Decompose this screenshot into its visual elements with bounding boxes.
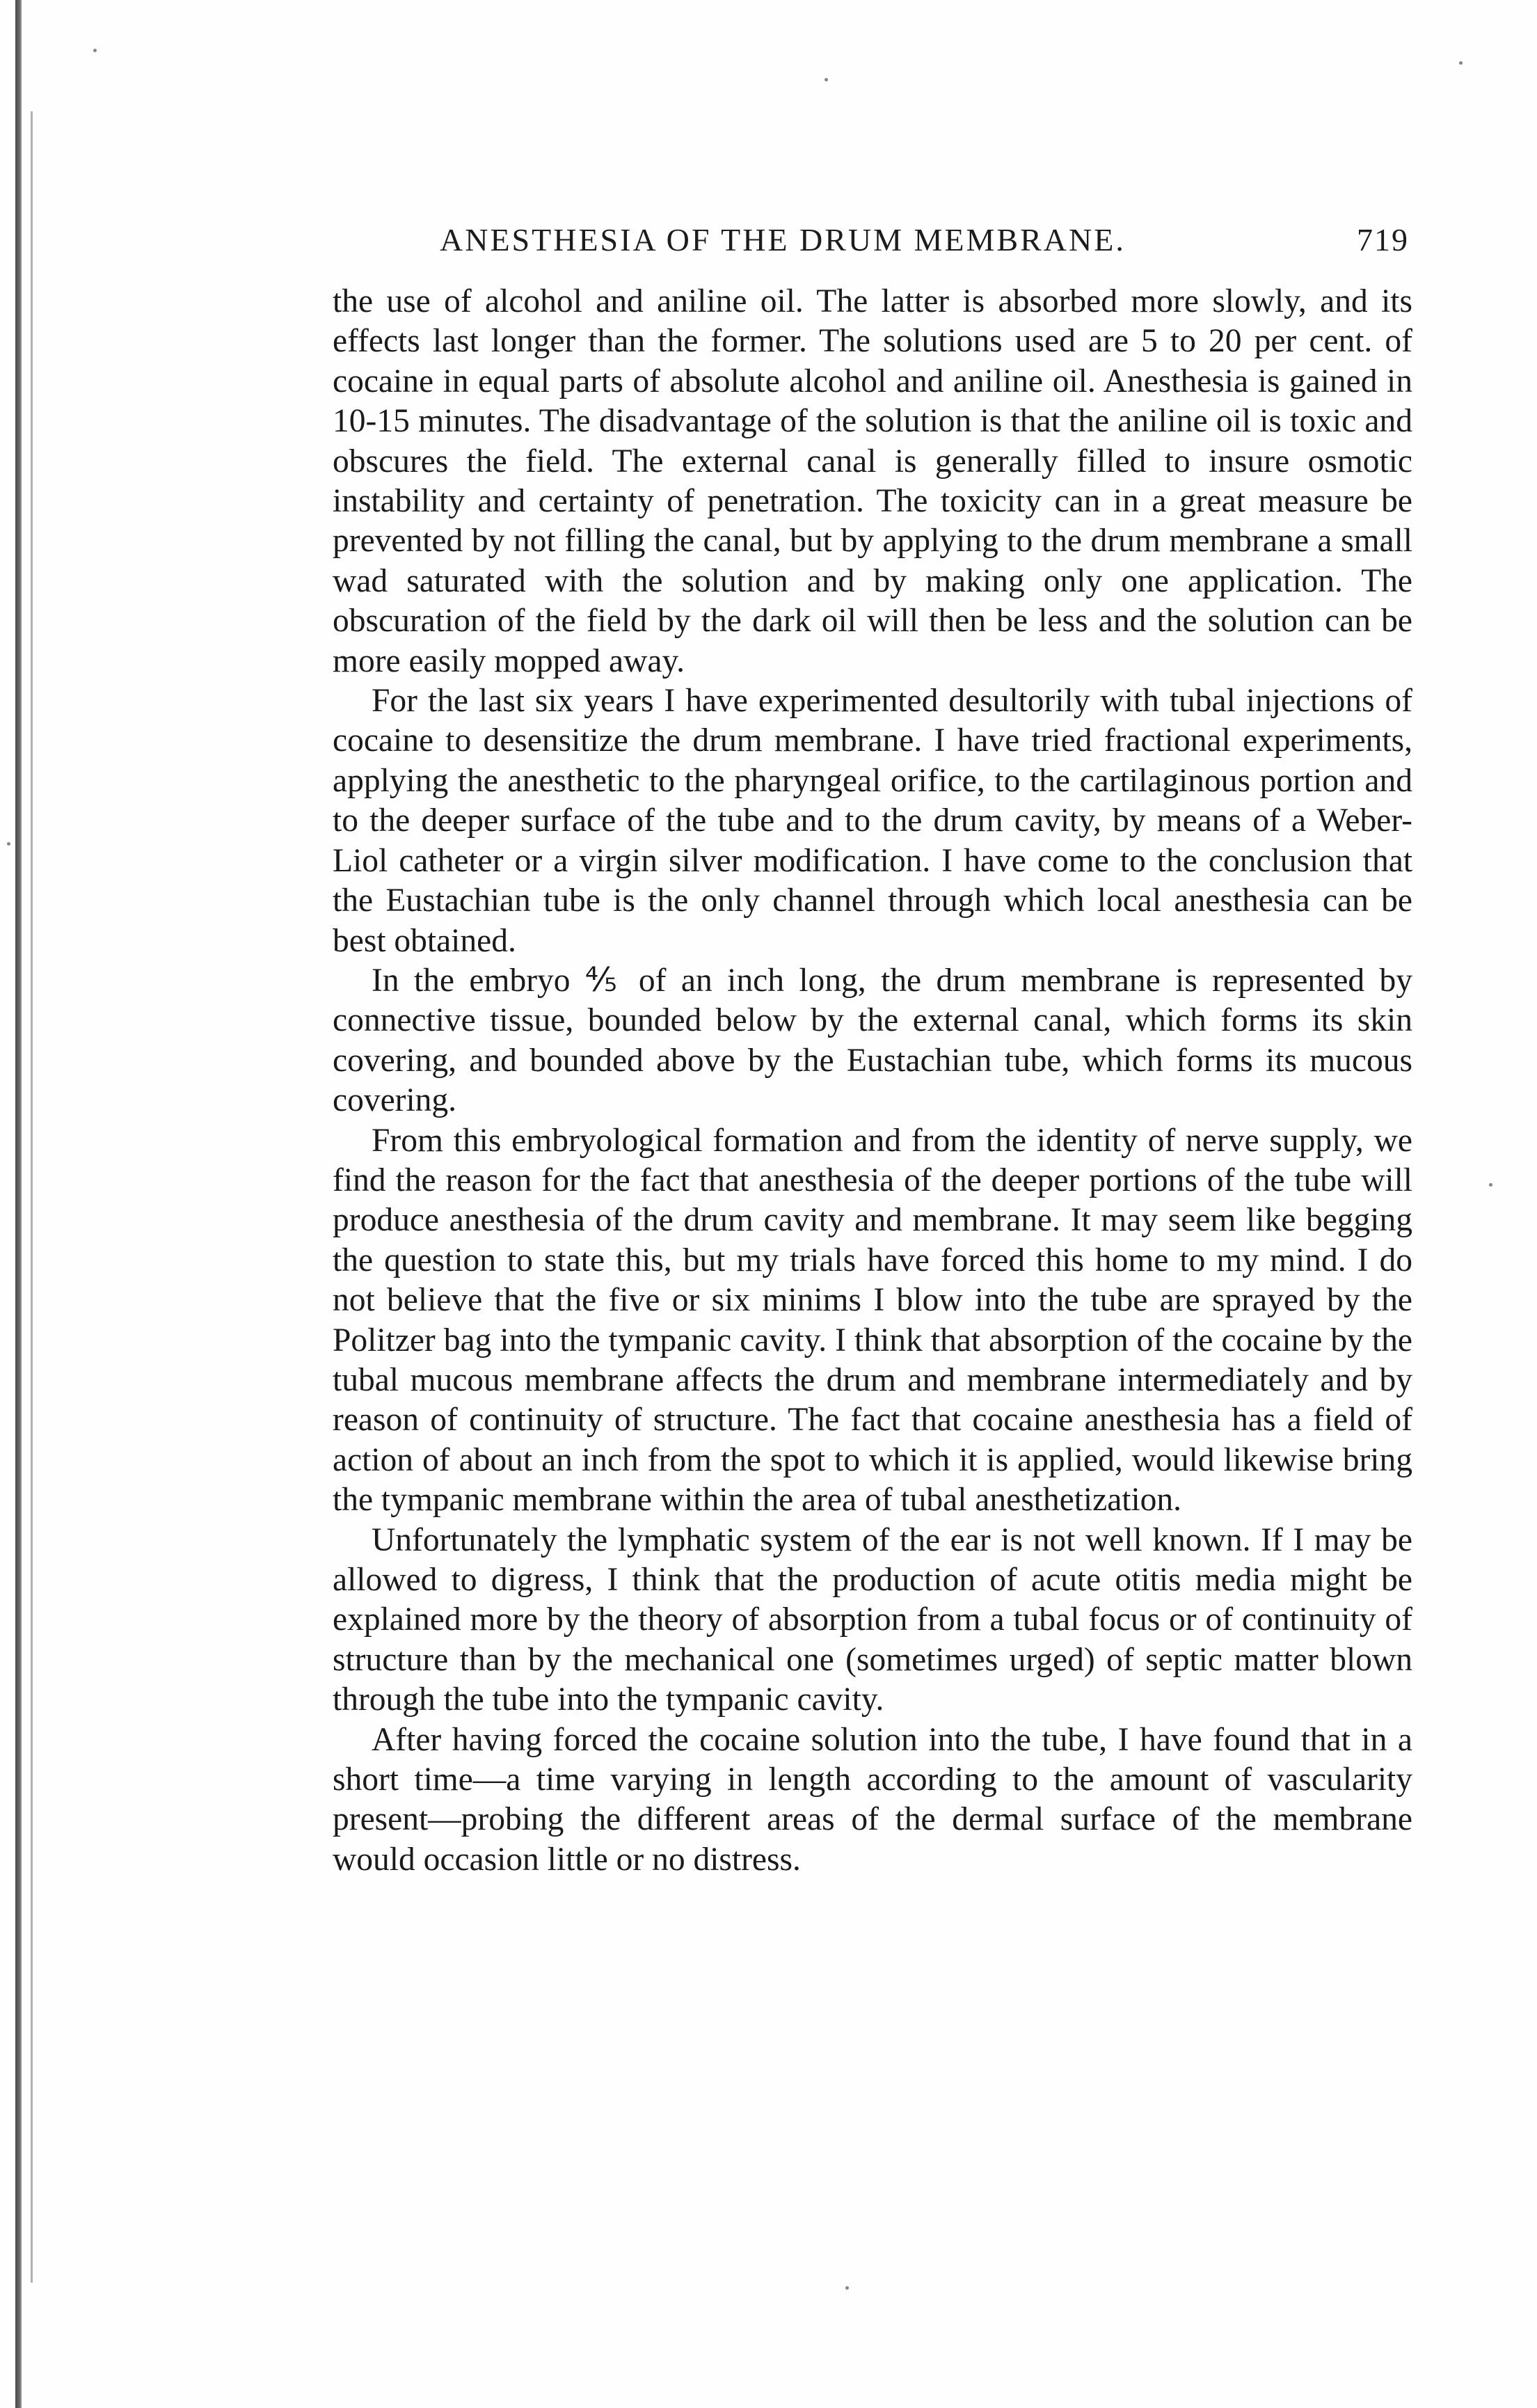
paragraph: For the last six years I have experimented desultorily with tubal injections of cocaine to desensitize the drum membrane. I have tried fractional experiments, applying the anesthetic to the pharyngeal orifice, to the cartilaginous portion and to the deeper surface of the tube and to the drum cavity, by means of a Weber-Liol catheter or a virgin silver modification. I have come to the conclusion that the Eustachian tube is the only channel through which local anesthesia can be best obtained.	[333, 683, 1412, 959]
scan-speck	[845, 2286, 849, 2290]
binding-edge-shadow	[15, 0, 22, 2408]
paragraph: From this embryological formation and from the identity of nerve supply, we find the reason for the fact that anesthesia of the deeper portions of the tube will produce anesthesia of the drum cavity and membrane. It may seem like begging the question to state this, but my trials have forced this home to my mind. I do not believe that the five or six minims I blow into the tube are sprayed by the Politzer bag into the tympanic cavity. I think that absorption of the cocaine by the tubal mucous membrane affects the drum and membrane intermediately and by reason of continuity of structure. The fact that cocaine anesthesia has a field of action of about an inch from the spot to which it is applied, would likewise bring the tympanic membrane within the area of tubal anesthetization.	[333, 1122, 1412, 1519]
scan-speck	[7, 842, 10, 846]
binding-edge-line	[31, 111, 33, 2283]
scan-speck	[1489, 1183, 1492, 1187]
running-head	[440, 221, 1409, 263]
paragraph: In the embryo ⅘ of an inch long, the drum membrane is represented by connective tissue, bounded below by the external canal, which forms its skin covering, and bounded above by the Eustachian tube, which forms its mucous covering.	[333, 962, 1412, 1119]
body-text	[333, 282, 1412, 1880]
scan-speck	[93, 49, 97, 52]
running-title: ANESTHESIA OF THE DRUM MEMBRANE.	[440, 222, 1126, 258]
scan-speck	[825, 78, 828, 81]
paragraph: the use of alcohol and aniline oil. The latter is absorbed more slowly, and its effects last longer than the former. The solutions used are 5 to 20 per cent. of cocaine in equal parts of absolute alcohol and aniline oil. Anesthesia is gained in 10-15 minutes. The disadvantage of the solution is that the aniline oil is toxic and obscures the field. The external canal is generally filled to insure osmotic instability and certainty of penetration. The toxicity can in a great measure be prevented by not filling the canal, but by applying to the drum membrane a small wad saturated with the solution and by making only one application. The obscuration of the field by the dark oil will then be less and the solution can be more easily mopped away.	[333, 283, 1412, 679]
scan-speck	[1459, 61, 1463, 65]
paragraph: After having forced the cocaine solution into the tube, I have found that in a short time—a time varying in length according to the amount of vascularity present—probing the different areas of the dermal surface of the membrane would occasion little or no distress.	[333, 1721, 1412, 1878]
page-number: 719	[1357, 222, 1409, 258]
paragraph: Unfortunately the lymphatic system of the ear is not well known. If I may be allowed to digress, I think that the production of acute otitis media might be explained more by the theory of absorption from a tubal focus or of continuity of structure than by the mechanical one (sometimes urged) of septic matter blown through the tube into the tympanic cavity.	[333, 1521, 1412, 1718]
